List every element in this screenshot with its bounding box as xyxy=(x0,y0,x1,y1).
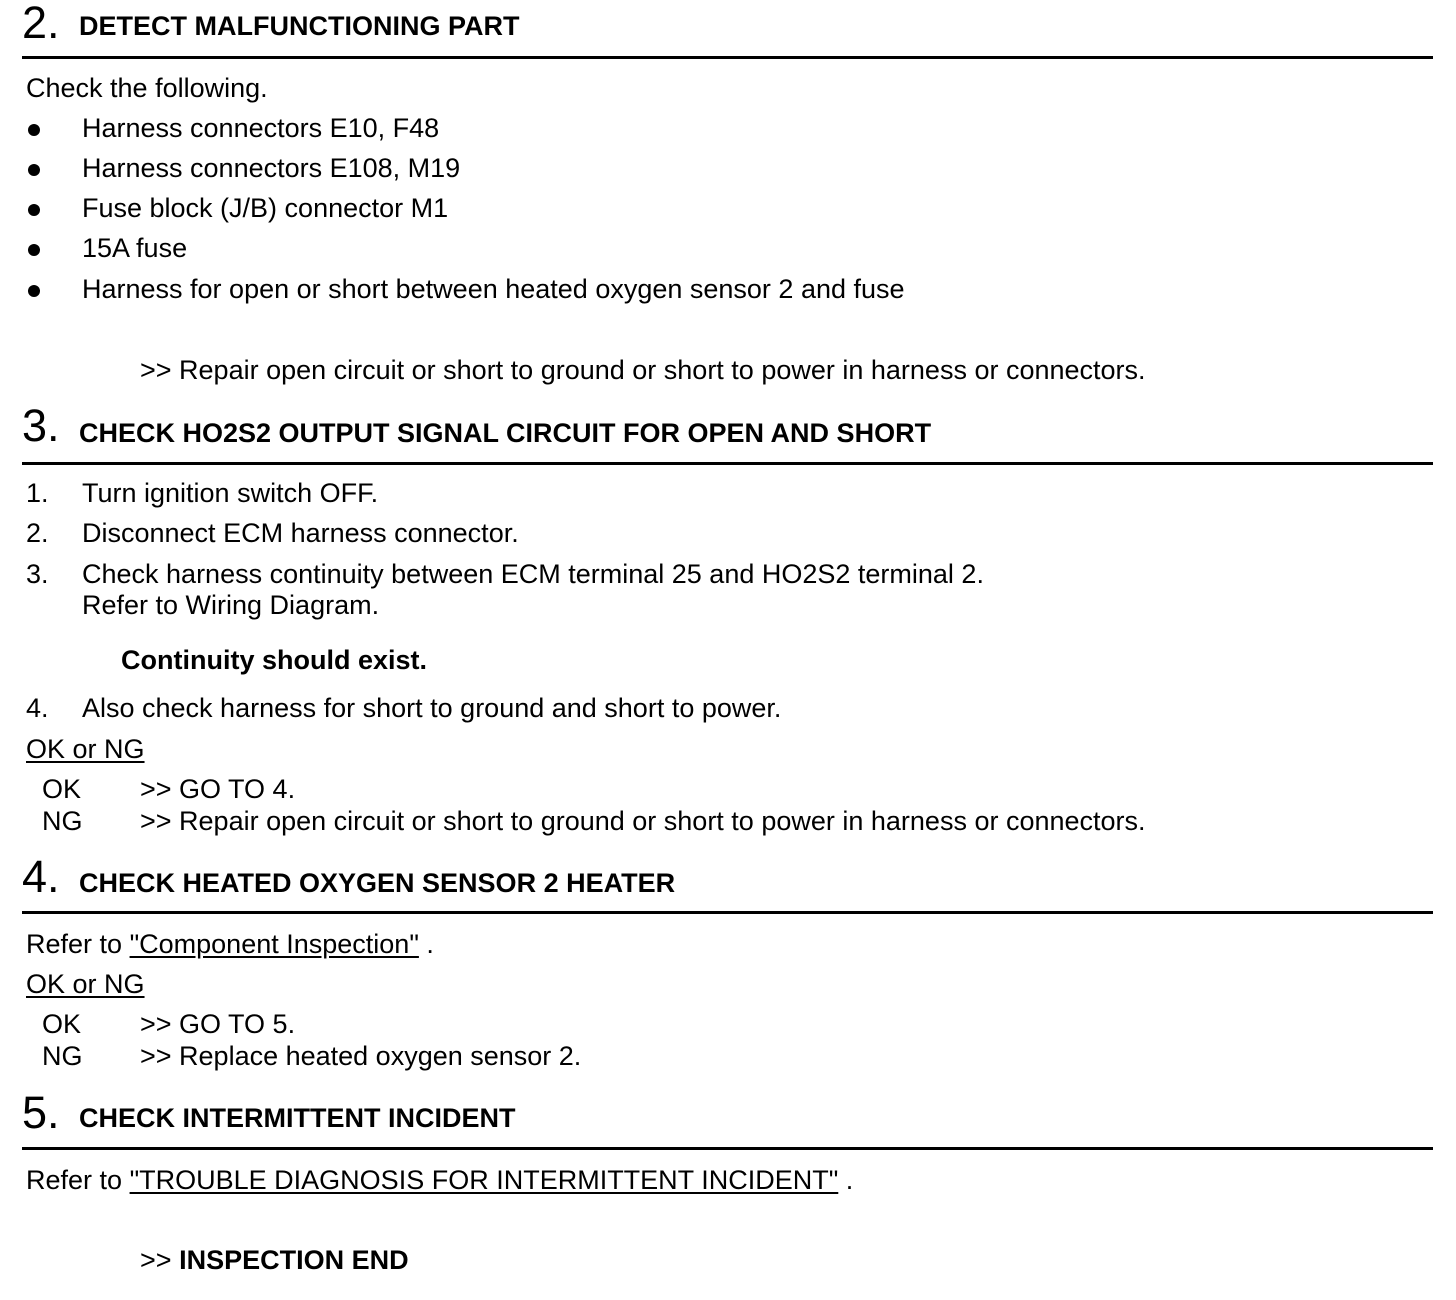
list-item: Fuse block (J/B) connector M1 xyxy=(82,193,449,223)
step-text: Also check harness for short to ground and short to power. xyxy=(82,693,782,723)
step-5-title: CHECK INTERMITTENT INCIDENT xyxy=(79,1103,516,1133)
inspection-end xyxy=(140,1244,409,1276)
step-number: 1. xyxy=(26,478,49,508)
refer-line xyxy=(26,928,434,960)
step-number: 4. xyxy=(26,693,49,723)
end-arrow: >> xyxy=(140,1245,172,1275)
bullet-icon xyxy=(28,285,40,297)
ok-label: OK xyxy=(42,1009,82,1039)
bullet-icon xyxy=(28,164,40,176)
ok-label: OK xyxy=(42,774,82,804)
step-2-number: 2. xyxy=(22,0,60,48)
step-5-number: 5. xyxy=(22,1087,60,1138)
step-text: Turn ignition switch OFF. xyxy=(82,478,379,508)
step-2-action: >> Repair open circuit or short to ground or short to power in harness or connectors. xyxy=(140,355,1146,385)
step-text: Disconnect ECM harness connector. xyxy=(82,518,519,548)
intermittent-incident-link[interactable]: "TROUBLE DIAGNOSIS FOR INTERMITTENT INCIDENT" xyxy=(129,1165,839,1195)
divider xyxy=(22,56,1433,59)
step-number: 2. xyxy=(26,518,49,548)
list-item: Harness connectors E10, F48 xyxy=(82,113,440,143)
ok-action: >> GO TO 5. xyxy=(140,1009,296,1039)
step-4-number: 4. xyxy=(22,851,60,902)
step-text: Refer to Wiring Diagram. xyxy=(82,590,380,620)
refer-line xyxy=(26,1164,853,1196)
refer-prefix: Refer to xyxy=(26,929,123,959)
list-item: Harness for open or short between heated oxygen sensor 2 and fuse xyxy=(82,274,905,304)
ok-ng-heading: OK or NG xyxy=(26,969,145,999)
step-3-number: 3. xyxy=(22,400,60,451)
divider xyxy=(22,911,1433,914)
refer-prefix: Refer to xyxy=(26,1165,123,1195)
ng-action: >> Repair open circuit or short to ground or short to power in harness or connectors. xyxy=(140,806,1146,836)
divider xyxy=(22,462,1433,465)
list-item: 15A fuse xyxy=(82,233,188,263)
component-inspection-link[interactable]: "Component Inspection" xyxy=(129,929,419,959)
ng-label: NG xyxy=(42,1041,83,1071)
step-number: 3. xyxy=(26,559,49,589)
spec-text: Continuity should exist. xyxy=(121,645,428,675)
step-2-intro: Check the following. xyxy=(26,73,268,103)
divider xyxy=(22,1147,1433,1150)
ok-ng-heading: OK or NG xyxy=(26,734,145,764)
bullet-icon xyxy=(28,244,40,256)
bullet-icon xyxy=(28,204,40,216)
bullet-icon xyxy=(28,124,40,136)
refer-suffix: . xyxy=(845,1165,854,1195)
step-2-title: DETECT MALFUNCTIONING PART xyxy=(79,11,520,41)
refer-suffix: . xyxy=(426,929,434,959)
list-item: Harness connectors E108, M19 xyxy=(82,153,461,183)
ng-label: NG xyxy=(42,806,83,836)
ng-action: >> Replace heated oxygen sensor 2. xyxy=(140,1041,582,1071)
end-text: INSPECTION END xyxy=(179,1245,409,1275)
step-text: Check harness continuity between ECM terminal 25 and HO2S2 terminal 2. xyxy=(82,559,984,589)
step-4-title: CHECK HEATED OXYGEN SENSOR 2 HEATER xyxy=(79,868,676,898)
step-3-title: CHECK HO2S2 OUTPUT SIGNAL CIRCUIT FOR OPEN AND SHORT xyxy=(79,418,932,448)
ok-action: >> GO TO 4. xyxy=(140,774,296,804)
